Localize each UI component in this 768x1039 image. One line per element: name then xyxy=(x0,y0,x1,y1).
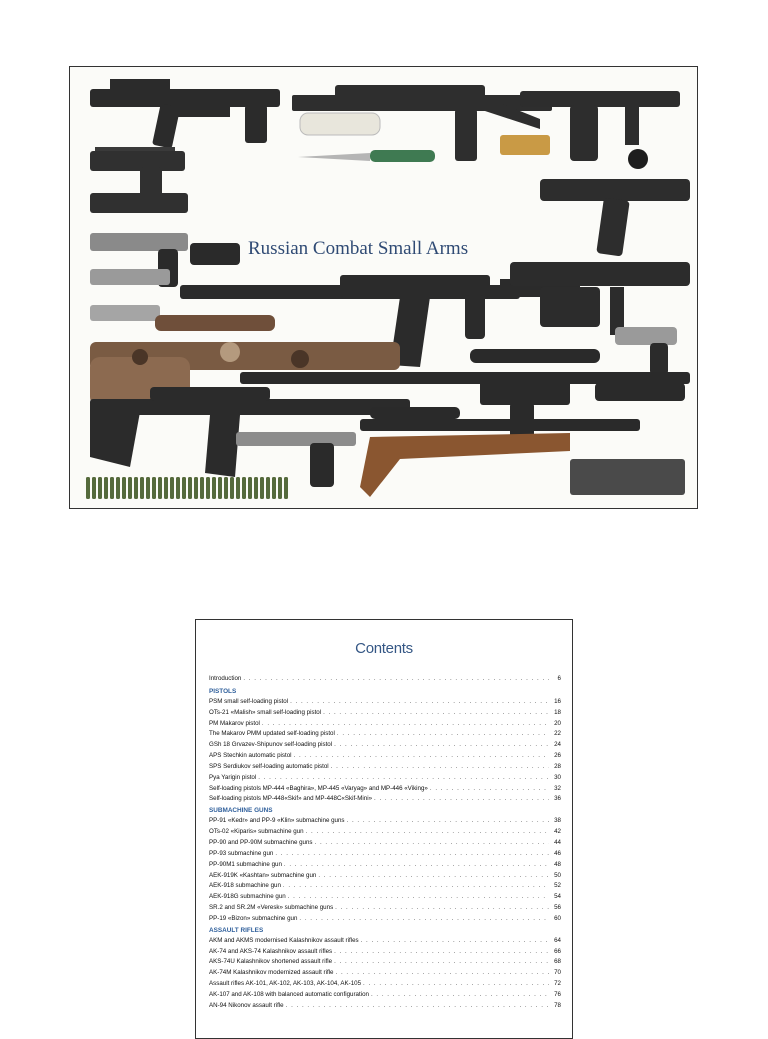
leader-dots xyxy=(334,957,549,968)
toc-entry-label: Self-loading pistols MP-444 «Baghira», MP-445 «Varyag» and MP-446 «Viking» xyxy=(209,784,428,792)
leader-dots xyxy=(288,892,549,903)
cartridge xyxy=(206,477,210,499)
toc-entry[interactable] xyxy=(209,729,561,740)
book-cover xyxy=(69,66,698,509)
toc-entry-page: 52 xyxy=(554,882,561,890)
cartridge xyxy=(260,477,264,499)
leader-dots xyxy=(318,871,549,882)
toc-entry[interactable] xyxy=(209,881,561,892)
leader-dots xyxy=(275,849,549,860)
toc-entry-label: OTs-21 «Malish» small self-loading pistol xyxy=(209,708,322,716)
toc-entry-label: APS Stechkin automatic pistol xyxy=(209,752,292,760)
leader-dots xyxy=(430,784,549,795)
toc-entry-page: 54 xyxy=(554,893,561,901)
cover-title: Russian Combat Small Arms xyxy=(248,238,469,259)
toc-entry[interactable] xyxy=(209,762,561,773)
cartridge xyxy=(116,477,120,499)
toc-entry[interactable] xyxy=(209,740,561,751)
leader-dots xyxy=(336,968,550,979)
toc-entry[interactable] xyxy=(209,947,561,958)
toc-entry[interactable] xyxy=(209,849,561,860)
toc-entry-page: 76 xyxy=(554,990,561,998)
toc-entry-page: 28 xyxy=(554,762,561,770)
toc-entry-page: 44 xyxy=(554,838,561,846)
cartridge xyxy=(146,477,150,499)
toc-entry-label: AKM and AKMS modernised Kalashnikov assault rifles xyxy=(209,936,359,944)
toc-entry-page: 60 xyxy=(554,914,561,922)
toc-entry-page: 72 xyxy=(554,980,561,988)
toc-entry-page: 64 xyxy=(554,936,561,944)
leader-dots xyxy=(299,914,549,925)
leader-dots xyxy=(315,838,549,849)
cartridge xyxy=(86,477,90,499)
cartridge xyxy=(98,477,102,499)
toc-entry[interactable] xyxy=(209,708,561,719)
toc-entry-page: 50 xyxy=(554,871,561,879)
cartridge xyxy=(158,477,162,499)
leader-dots xyxy=(243,674,549,685)
cartridge xyxy=(152,477,156,499)
cartridge xyxy=(218,477,222,499)
toc-entry[interactable] xyxy=(209,957,561,968)
toc-entry-page: 70 xyxy=(554,969,561,977)
cartridge xyxy=(122,477,126,499)
toc-entry[interactable] xyxy=(209,1001,561,1012)
cartridge xyxy=(128,477,132,499)
cartridge xyxy=(140,477,144,499)
toc-entry[interactable] xyxy=(209,968,561,979)
toc-entry-page: 38 xyxy=(554,817,561,825)
cartridge xyxy=(92,477,96,499)
contents-list xyxy=(209,674,561,1012)
leader-dots xyxy=(284,860,549,871)
toc-entry-page: 42 xyxy=(554,828,561,836)
toc-entry-label: Introduction xyxy=(209,675,242,682)
toc-entry-label: Assault rifles AK-101, AK-102, AK-103, AK-104, AK-105 xyxy=(209,980,362,988)
toc-entry-label: AN-94 Nikonov assault rifle xyxy=(209,1001,284,1009)
cartridge xyxy=(242,477,246,499)
toc-entry-page: 26 xyxy=(554,752,561,760)
leader-dots xyxy=(347,816,549,827)
toc-entry-label: OTs-02 «Kiparis» submachine gun xyxy=(209,828,304,836)
toc-entry[interactable] xyxy=(209,914,561,925)
toc-entry-page: 56 xyxy=(554,904,561,912)
toc-entry[interactable] xyxy=(209,773,561,784)
toc-entry-label: PP-91 «Kedr» and PP-9 «Klin» submachine guns xyxy=(209,817,345,825)
toc-entry[interactable] xyxy=(209,827,561,838)
toc-entry-label: AEK-918 submachine gun xyxy=(209,882,281,890)
toc-entry-label: PP-19 «Bizon» submachine gun xyxy=(209,914,298,922)
cartridge xyxy=(278,477,282,499)
toc-entry-label: AKS-74U Kalashnikov shortened assault rifle xyxy=(209,958,333,966)
contents-title: Contents xyxy=(355,640,413,657)
cartridge xyxy=(194,477,198,499)
leader-dots xyxy=(283,881,549,892)
ammo-row xyxy=(84,475,289,499)
toc-entry-page: 22 xyxy=(554,730,561,738)
toc-entry[interactable] xyxy=(209,784,561,795)
toc-entry-page: 30 xyxy=(554,773,561,781)
toc-entry-page: 20 xyxy=(554,719,561,727)
leader-dots xyxy=(335,903,549,914)
toc-entry-page: 78 xyxy=(554,1001,561,1009)
cartridge xyxy=(176,477,180,499)
cartridge xyxy=(248,477,252,499)
toc-entry-label: PP-93 submachine gun xyxy=(209,849,274,857)
toc-entry-label: AK-74M Kalashnikov modernized assault rifle xyxy=(209,969,334,977)
leader-dots xyxy=(290,697,549,708)
toc-entry-label: AK-74 and AKS-74 Kalashnikov assault rifles xyxy=(209,947,333,955)
toc-entry-page: 66 xyxy=(554,947,561,955)
toc-entry-label: The Makarov PMM updated self-loading pistol xyxy=(209,730,335,738)
cartridge xyxy=(182,477,186,499)
toc-entry-page: 6 xyxy=(557,675,561,682)
leader-dots xyxy=(374,794,549,805)
toc-entry-label: AEK-919K «Kashtan» submachine gun xyxy=(209,871,317,879)
leader-dots xyxy=(286,1001,549,1012)
cartridge xyxy=(224,477,228,499)
toc-entry[interactable] xyxy=(209,697,561,708)
toc-entry[interactable] xyxy=(209,751,561,762)
cartridge xyxy=(134,477,138,499)
cartridge xyxy=(254,477,258,499)
toc-entry-page: 16 xyxy=(554,697,561,705)
weapons-collage-image xyxy=(70,67,698,509)
leader-dots xyxy=(361,936,549,947)
toc-section-heading: ASSAULT RIFLES xyxy=(209,926,264,934)
leader-dots xyxy=(334,947,549,958)
toc-entry[interactable] xyxy=(209,719,561,730)
toc-entry[interactable] xyxy=(209,816,561,827)
toc-entry-page: 18 xyxy=(554,708,561,716)
contents-page xyxy=(195,619,573,1039)
toc-entry-label: PP-90 and PP-90M submachine guns xyxy=(209,838,313,846)
cartridge xyxy=(110,477,114,499)
cartridge xyxy=(236,477,240,499)
toc-entry-label: GSh 18 Grvazev-Shipunov self-loading pistol xyxy=(209,741,333,749)
toc-entry[interactable] xyxy=(209,936,561,947)
leader-dots xyxy=(337,729,549,740)
toc-entry[interactable] xyxy=(209,892,561,903)
toc-entry-introduction[interactable] xyxy=(209,674,561,685)
toc-entry[interactable] xyxy=(209,838,561,849)
toc-entry-label: PP-90M1 submachine gun xyxy=(209,860,282,868)
toc-section-heading: SUBMACHINE GUNS xyxy=(209,807,273,815)
toc-entry-page: 36 xyxy=(554,795,561,803)
toc-entry[interactable] xyxy=(209,794,561,805)
toc-entry[interactable] xyxy=(209,990,561,1001)
cartridge xyxy=(266,477,270,499)
leader-dots xyxy=(262,719,549,730)
toc-entry-page: 68 xyxy=(554,958,561,966)
cartridge xyxy=(104,477,108,499)
toc-entry-page: 24 xyxy=(554,741,561,749)
toc-entry-label: PM Makarov pistol xyxy=(209,719,260,727)
leader-dots xyxy=(306,827,549,838)
toc-entry-label: SPS Serdiukov self-loading automatic pistol xyxy=(209,762,329,770)
toc-entry-page: 46 xyxy=(554,849,561,857)
leader-dots xyxy=(371,990,549,1001)
toc-section-heading: PISTOLS xyxy=(209,687,237,695)
leader-dots xyxy=(294,751,549,762)
cartridge xyxy=(164,477,168,499)
leader-dots xyxy=(363,979,549,990)
cartridge xyxy=(284,477,288,499)
cartridge xyxy=(272,477,276,499)
toc-entry[interactable] xyxy=(209,903,561,914)
toc-entry-label: Self-loading pistols MP-448«Skif» and MP-448C«Skif-Mini» xyxy=(209,795,373,803)
toc-entry-page: 32 xyxy=(554,784,561,792)
cartridge xyxy=(230,477,234,499)
cartridge xyxy=(170,477,174,499)
toc-entry[interactable] xyxy=(209,979,561,990)
leader-dots xyxy=(323,708,549,719)
leader-dots xyxy=(331,762,549,773)
toc-entry-page: 48 xyxy=(554,860,561,868)
toc-entry[interactable] xyxy=(209,871,561,882)
toc-entry-label: AK-107 and AK-108 with balanced automatic configuration xyxy=(209,990,369,998)
cartridge xyxy=(200,477,204,499)
cartridge xyxy=(212,477,216,499)
leader-dots xyxy=(258,773,549,784)
toc-entry-label: SR.2 and SR.2M «Veresk» submachine guns xyxy=(209,904,334,912)
toc-entry[interactable] xyxy=(209,860,561,871)
toc-entry-label: PSM small self-loading pistol xyxy=(209,697,289,705)
leader-dots xyxy=(334,740,549,751)
toc-entry-label: AEK-918G submachine gun xyxy=(209,893,286,901)
cartridge xyxy=(188,477,192,499)
toc-entry-label: Pya Yarigin pistol xyxy=(209,773,257,781)
